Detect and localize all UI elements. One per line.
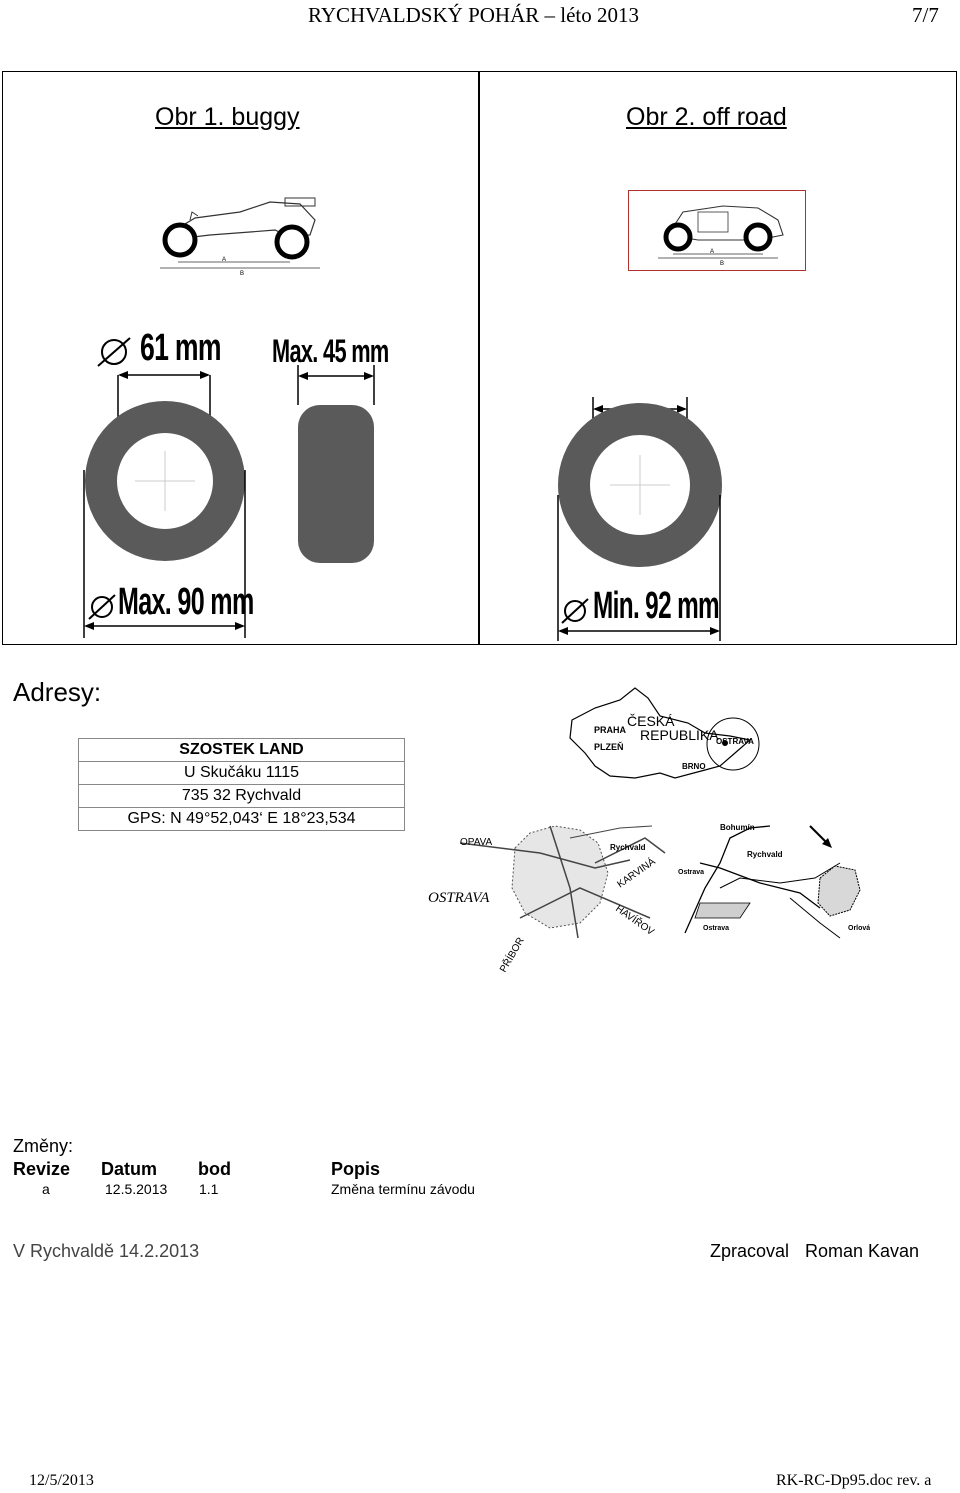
page-number: 7/7 [912, 3, 939, 27]
document-id: RK-RC-Dp95.doc rev. a [776, 1472, 932, 1489]
map-label-praha: PRAHA [594, 725, 627, 735]
place-date: V Rychvaldě 14.2.2013 [13, 1241, 200, 1261]
map-label-bohumin: Bohumín [720, 823, 755, 832]
figure-divider [478, 71, 480, 645]
map-label-havirov: HAVÍŘOV [613, 903, 656, 938]
offroad-dim-a: A [710, 249, 715, 255]
document-title: RYCHVALDSKÝ POHÁR – léto 2013 [308, 3, 639, 27]
location-maps [420, 678, 870, 978]
address-street: U Skučáku 1115 [79, 762, 405, 785]
figure-caption-offroad: Obr 2. off road [626, 103, 787, 131]
changes-row-bod: 1.1 [199, 1181, 219, 1197]
figure-caption-buggy: Obr 1. buggy [155, 103, 300, 131]
map-label-pribor: PŘÍBOR [498, 935, 527, 975]
map-label-ostrava-small: OSTRAVA [716, 737, 754, 746]
map-label-ostrava-road1: Ostrava [678, 869, 705, 876]
address-city: 735 32 Rychvald [79, 785, 405, 808]
dim-label-61: 61 mm [140, 327, 221, 369]
map-label-rychvald-detail: Rychvald [747, 850, 783, 859]
address-gps: GPS: N 49°52,043‘ E 18°23,534 [79, 808, 405, 831]
changes-row-datum: 12.5.2013 [105, 1181, 168, 1197]
changes-row-popis: Změna termínu závodu [331, 1181, 475, 1197]
dim-label-max90: Max. 90 mm [118, 581, 254, 623]
changes-header-revize: Revize [13, 1159, 71, 1179]
address-venue: SZOSTEK LAND [79, 739, 405, 762]
offroad-dim-b: B [720, 261, 725, 267]
buggy-drawing [150, 190, 330, 280]
map-label-republika: REPUBLIKA [640, 727, 719, 743]
changes-header-popis: Popis [331, 1159, 381, 1179]
prepared-label: Zpracoval [710, 1241, 790, 1261]
map-label-ostrava-road2: Ostrava [703, 925, 730, 932]
map-label-ceska: ČESKÁ [627, 713, 675, 729]
prepared-name: Roman Kavan [805, 1241, 920, 1261]
dim-label-max45: Max. 45 mm [272, 333, 389, 369]
dim-label-min92: Min. 92 mm [593, 585, 720, 627]
map-label-brno: BRNO [682, 762, 706, 771]
changes-header-bod: bod [198, 1159, 231, 1179]
address-heading: Adresy: [13, 677, 102, 707]
map-label-plzen: PLZEŇ [594, 742, 624, 752]
changes-title: Změny: [13, 1136, 74, 1156]
map-label-rychvald: Rychvald [610, 843, 646, 852]
map-label-orlova: Orlová [848, 925, 870, 932]
address-table [78, 738, 405, 831]
buggy-dim-b: B [240, 271, 245, 277]
changes-header-datum: Datum [101, 1159, 158, 1179]
print-date: 12/5/2013 [29, 1472, 94, 1489]
map-label-opava: OPAVA [460, 837, 493, 848]
buggy-dim-a: A [222, 257, 227, 263]
offroad-drawing [628, 190, 806, 272]
changes-row-revize: a [42, 1181, 50, 1197]
map-label-ostrava-big: OSTRAVA [428, 890, 490, 906]
buggy-tire-side [298, 405, 374, 563]
map-label-karvina: KARVINÁ [615, 856, 658, 891]
